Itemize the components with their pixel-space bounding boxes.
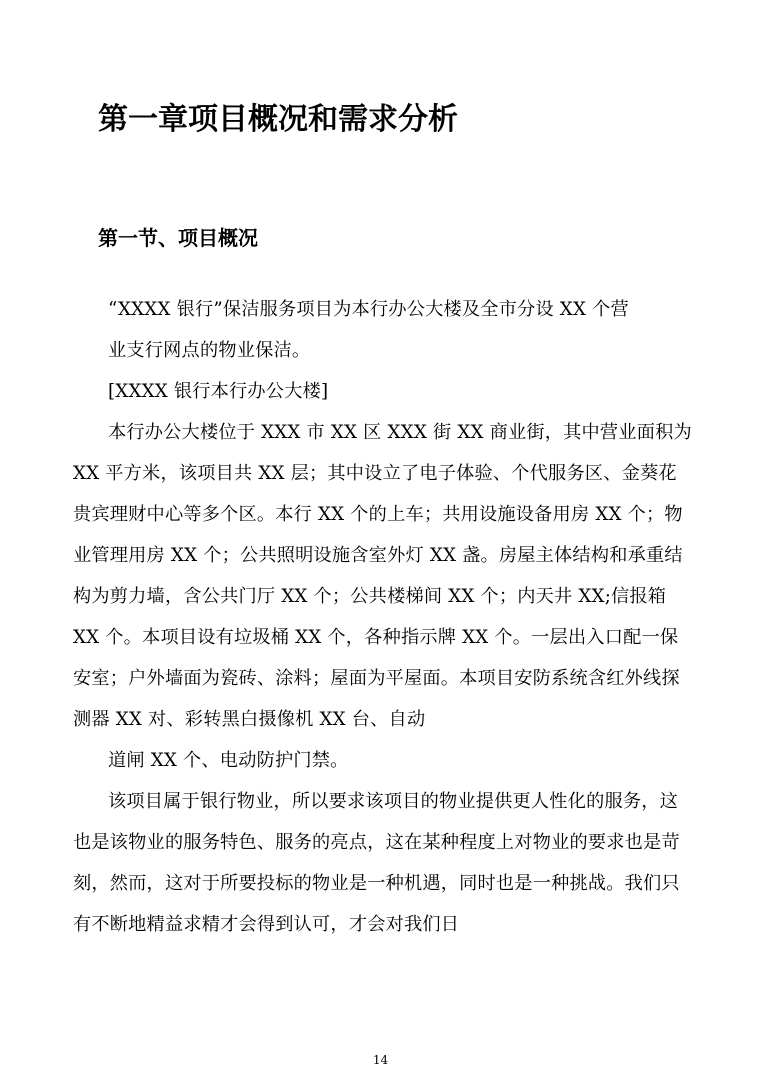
service-line-3: 刻，然而，这对于所要投标的物业是一种机遇，同时也是一种挑战。我们只 [73, 873, 680, 894]
building-line-7: 安室；户外墙面为瓷砖、涂料；屋面为平屋面。本项目安防系统含红外线探 [73, 668, 680, 689]
building-line-4: 业管理用房 XX 个；公共照明设施含室外灯 XX 盏。房屋主体结构和承重结 [73, 545, 683, 566]
service-line-4: 有不断地精益求精才会得到认可，才会对我们日 [73, 914, 460, 935]
service-line-1: 该项目属于银行物业，所以要求该项目的物业提供更人性化的服务，这 [108, 791, 679, 812]
chapter-title: 第一章项目概况和需求分析 [98, 102, 458, 137]
intro-line-1: “XXXX 银行”保洁服务项目为本行办公大楼及全市分设 XX 个营 [108, 299, 629, 320]
building-line-6: XX 个。本项目设有垃圾桶 XX 个，各种指示牌 XX 个。一层出入口配一保 [73, 627, 679, 648]
building-line-3: 贵宾理财中心等多个区。本行 XX 个的上车；共用设施设备用房 XX 个；物 [73, 504, 683, 525]
section-title: 第一节、项目概况 [98, 226, 258, 250]
building-line-8: 测器 XX 对、彩转黑白摄像机 XX 台、自动 [73, 709, 426, 730]
building-line-1: 本行办公大楼位于 XXX 市 XX 区 XXX 街 XX 商业街，其中营业面积为 [108, 422, 692, 443]
service-line-2: 也是该物业的服务特色、服务的亮点，这在某种程度上对物业的要求也是苛 [73, 832, 680, 853]
intro-line-2: 业支行网点的物业保洁。 [108, 340, 311, 361]
building-line-5: 构为剪力墙，含公共门厅 XX 个；公共楼梯间 XX 个；内天井 XX;信报箱 [73, 586, 667, 607]
building-subheading: [XXXX 银行本行办公大楼] [108, 381, 329, 402]
gate-line: 道闸 XX 个、电动防护门禁。 [108, 750, 349, 771]
page-number: 14 [372, 1053, 389, 1067]
building-line-2: XX 平方米，该项目共 XX 层；其中设立了电子体验、个代服务区、金葵花 [73, 463, 677, 484]
